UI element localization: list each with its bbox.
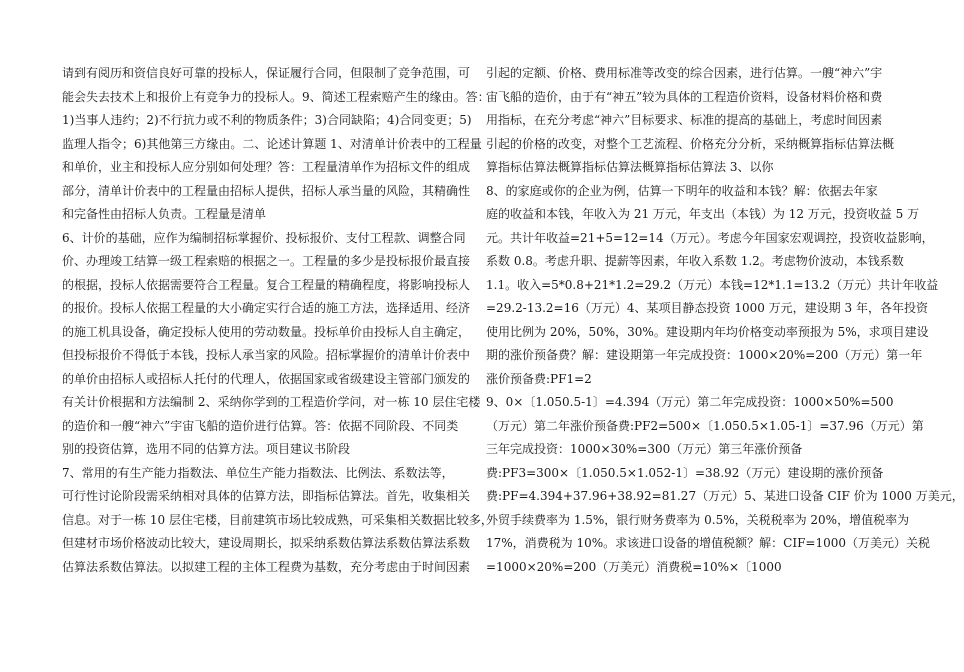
- text-line: 的单价由招标人或招标人托付的代理人，依据国家或省级建设主管部门颁发的: [62, 371, 471, 386]
- text-line: 引起的定额、价格、费用标准等改变的综合因素，进行估算。一艘“神六”宇: [486, 66, 883, 80]
- text-line: 价、办理竣工结算一级工程索赔的根据之一。工程量的多少是投标报价最直接: [62, 254, 471, 268]
- text-line: 费:PF3=300×〔1.050.5×1.052-1〕=38.92（万元）建设期的涨价预备: [486, 465, 884, 480]
- text-line: 元。共计年收益=21+5=12=14（万元）。考虑今年国家宏观调控，投资收益影响，: [486, 230, 934, 245]
- text-line: 1.1。收入=5*0.8+21*1.2=29.2（万元）本钱=12*1.1=13.2（万元）共计年收益: [486, 277, 939, 292]
- text-line: 和完备性由招标人负责。工程量是清单: [62, 207, 267, 221]
- text-line: 的根据，投标人依据需要符合工程量。复合工程量的精确程度，将影响投标人: [62, 277, 471, 292]
- text-line: 和单价，业主和投标人应分别如何处理？答：工程量清单作为招标文件的组成: [62, 160, 471, 174]
- text-line: 有关计价根据和方法编制 2、采纳你学到的工程造价学问，对一栋 10 层住宅楼: [62, 395, 481, 409]
- text-line: 费:PF=4.394+37.96+38.92=81.27（万元）5、某进口设备 CIF 价为 1000 万美元，: [486, 489, 964, 503]
- text-line: 庭的收益和本钱，年收入为 21 万元，年支出（本钱）为 12 万元，投资收益 5 万: [486, 207, 920, 221]
- text-line: 的造价和一艘“神六”宇宙飞船的造价进行估算。答：依据不同阶段、不同类: [62, 418, 459, 433]
- text-line: 三年完成投资：1000×30%=300（万元）第三年涨价预备: [486, 442, 803, 456]
- text-line: 可行性讨论阶段需采纳相对具体的估算方法，即指标估算法。首先，收集相关: [62, 489, 471, 503]
- text-line: 1)当事人违约；2)不行抗力或不利的物质条件；3)合同缺陷；4)合同变更；5): [62, 113, 472, 127]
- text-line: 引起的价格的改变，对整个工艺流程、价格充分分析，采纳概算指标估算法概: [486, 136, 895, 151]
- text-line: 别的投资估算，选用不同的估算方法。项目建议书阶段: [62, 442, 351, 456]
- text-line: 17%，消费税为 10%。求该进口设备的增值税额？解：CIF=1000（万美元）关税: [486, 536, 931, 550]
- text-line: =1000×20%=200（万美元）消费税=10%×〔1000: [486, 559, 782, 574]
- text-line: =29.2-13.2=16（万元）4、某项目静态投资 1000 万元，建设期 3 年，各年投资: [486, 301, 928, 315]
- text-line: 但投标报价不得低于本钱，投标人承当家的风险。招标掌握价的清单计价表中: [62, 348, 471, 362]
- text-line: （万元）第二年涨价预备费:PF2=500×〔1.050.5×1.05-1〕=37.96（万元）第: [486, 418, 924, 433]
- text-line: 系数 0.8。考虑升职、提薪等因素，年收入系数 1.2。考虑物价波动，本钱系数: [486, 254, 904, 268]
- text-line: 8、的家庭或你的企业为例，估算一下明年的收益和本钱？解：依据去年家: [486, 183, 878, 198]
- text-line: 的施工机具设备，确定投标人使用的劳动数量。投标单价由投标人自主确定，: [62, 324, 471, 339]
- left-column: [62, 62, 493, 579]
- text-line: 6、计价的基础，应作为编制招标掌握价、投标报价、支付工程款、调整合同: [62, 230, 466, 245]
- text-line: 9、0×〔1.050.5-1〕=4.394（万元）第二年完成投资：1000×50%=500: [486, 395, 894, 409]
- text-line: 但建材市场价格波动比较大，建设周期长，拟采纳系数估算法系数估算法系数: [62, 536, 471, 550]
- text-line: 估算法系数估算法。以拟建工程的主体工程费为基数，充分考虑由于时间因素: [62, 559, 471, 574]
- right-column: [486, 62, 964, 579]
- text-line: 能会失去技术上和报价上有竞争力的投标人。9、简述工程索赔产生的缘由。答：: [62, 89, 490, 104]
- text-line: 的报价。投标人依据工程量的大小确定实行合适的施工方法，选择适用、经济: [62, 301, 471, 315]
- text-line: 期的涨价预备费？解：建设期第一年完成投资：1000×20%=200（万元）第一年: [486, 348, 923, 362]
- text-line: 请到有阅历和资信良好可靠的投标人，保证履行合同，但限制了竞争范围，可: [62, 66, 471, 80]
- text-line: 7、常用的有生产能力指数法、单位生产能力指数法、比例法、系数法等，: [62, 465, 454, 480]
- text-line: 部分，清单计价表中的工程量由招标人提供，招标人承当量的风险，其精确性: [62, 183, 471, 198]
- text-line: 使用比例为 20%，50%，30%。建设期内年均价格变动率预报为 5%，求项目建设: [486, 324, 929, 339]
- text-line: 用指标，在充分考虑“神六”目标要求、标准的提高的基础上，考虑时间因素: [486, 113, 883, 127]
- text-line: 外贸手续费率为 1.5%，银行财务费率为 0.5%，关税税率为 20%，增值税率为: [486, 512, 910, 527]
- text-line: 信息。对于一栋 10 层住宅楼，目前建筑市场比较成熟，可采集相关数据比较多，: [62, 512, 493, 527]
- text-line: 宙飞船的造价，由于有“神五”较为具体的工程造价资料，设备材料价格和费: [486, 89, 883, 104]
- text-line: 涨价预备费:PF1=2: [486, 371, 592, 386]
- text-line: 算指标估算法概算指标估算法概算指标估算法 3、以你: [486, 160, 774, 174]
- text-line: 监理人指令；6)其他第三方缘由。二、论述计算题 1、对清单计价表中的工程量: [62, 136, 482, 151]
